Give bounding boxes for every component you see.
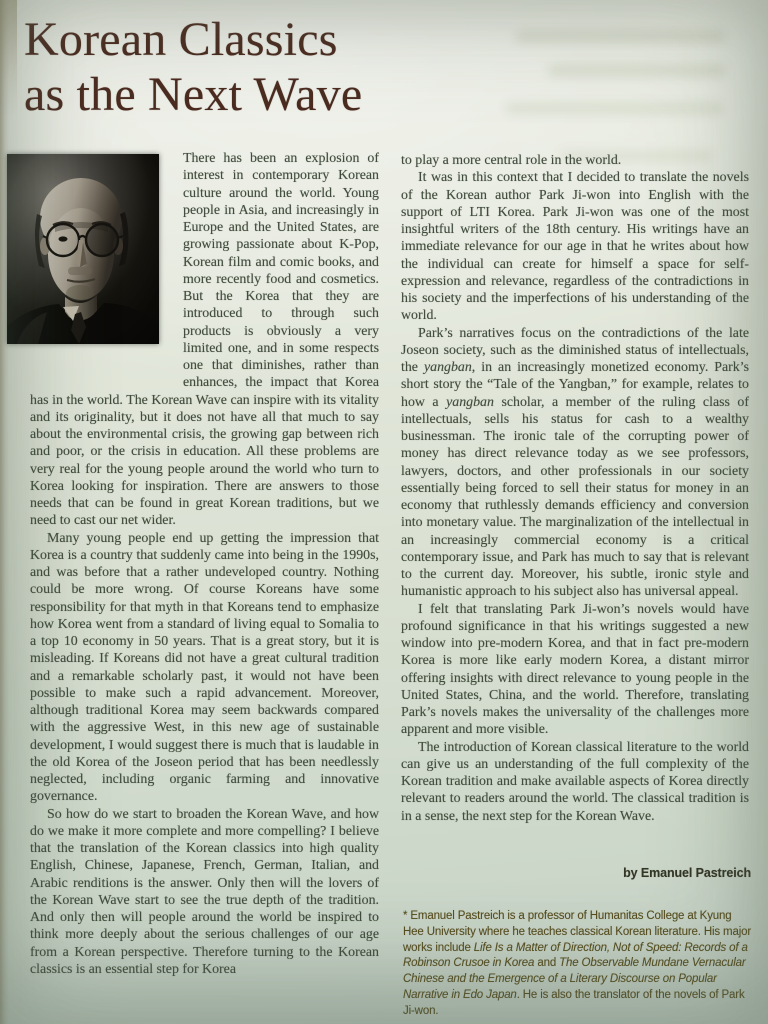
paragraph-8: The introduction of Korean classical literature to the world can give us an understanding of the full complexity of the Korean tradition and make available aspects of Korea directly relevant to readers around the world. The classical tradition is in a sense, the next step for the Korean Wave.	[401, 739, 749, 824]
book-title-italic: Life Is a Matter of Direction, Not of Speed: Records of a Robinson Crusoe in Korea	[403, 941, 748, 970]
footnote-text: * Emanuel Pastreich is a professor of Humanitas College at Kyung Hee University where he teaches classical Korean literature. His major works include	[403, 910, 752, 954]
italic-term-yangban: yangban	[423, 360, 472, 375]
paragraph-6-text: , in an increasingly monetized economy. Park’s short story the “Tale of the Yangban,” for example, relates to how a	[401, 360, 749, 410]
footnote-text: and	[534, 957, 560, 970]
title-line-1: Korean Classics	[24, 13, 338, 66]
byline: by Emanuel Pastreich	[623, 866, 751, 880]
book-title-italic: The Observable Mundane Vernacular Chinese and the Emergence of a Literary Discourse on Popular Narrative in Edo Japan	[403, 957, 746, 1001]
paragraph-3: So how do we start to broaden the Korean Wave, and how do we make it more complete and more compelling? I believe that the translation of the Korean classics into high quality English, Chinese, Japanese, French, German, Italian, and Arabic renditions is the answer. Only then will the lovers of the Korean Wave start to see the true depth of the tradition. And only then will people around the world be inspired to think more deeply about the serious challenges of our age from a Korean perspective. Therefore turning to the Korean classics is an essential step for Korea	[30, 806, 379, 977]
page-title	[24, 12, 362, 122]
showthrough-ghost-line	[515, 30, 725, 43]
showthrough-ghost-line	[505, 102, 723, 115]
photo-wrap-spacer	[30, 150, 183, 379]
paragraph-4: to play a more central role in the world.	[401, 153, 622, 168]
article-column-left	[30, 150, 379, 978]
author-footnote	[403, 909, 755, 1020]
paragraph-7: I felt that translating Park Ji-won’s novels would have profound significance in that his writings suggested a new window into pre-modern Korea, and that in fact pre-modern Korea is more like early modern Korea, a distant mirror offering insights with direct relevance to young people in the United States, China, and the world. Therefore, translating Park’s novels makes the universality of the challenges more apparent and more visible.	[401, 601, 749, 738]
page-corner-texture	[0, 0, 17, 115]
article-column-right	[401, 152, 749, 825]
title-line-2: as the Next Wave	[24, 68, 363, 121]
paragraph-2: Many young people end up getting the impression that Korea is a country that suddenly came into being in the 1990s, and was before that a rather undeveloped country. Nothing could be more wrong. Of course Koreans have some responsibility for that myth in that Koreans tend to emphasize how Korea went from a standard of living equal to Somalia to a top 10 economy in 50 years. That is a great story, but it is misleading. If Koreans did not have a great cultural tradition and a remarkable scholarly past, it would not have been possible to make such a rapid advancement. Moreover, although traditional Korea may seem backwards compared with the aggressive West, in this new age of sustainable development, I would suggest there is much that is laudable in the old Korea of the Joseon period that has been needlessly neglected, including organic farming and innovative governance.	[30, 530, 379, 805]
paragraph-5: It was in this context that I decided to translate the novels of the Korean author Park Ji-won into English with the support of LTI Korea. Park Ji-won was one of the most insightful writers of the 18th century. His writings have an immediate relevance for our age in that he writes about how the individual can create for himself a space for self-expression and relevance, regardless of the contradictions in his society and the imperfections of his understanding of the world.	[401, 170, 749, 324]
italic-term-yangban: yangban	[446, 394, 494, 410]
footnote-text: . He is also the translator of the novels of Park Ji-won.	[403, 988, 745, 1017]
showthrough-ghost-line	[548, 64, 726, 77]
paragraph-6	[401, 325, 749, 601]
paragraph-1: There has been an explosion of interest in contemporary Korean culture around the world. Young people in Asia, and increasingly in Europe and the United States, are growing passionate about K-Pop, Korean film and comic books, and more recently food and cosmetics. But the Korea that they are introduced to through such products is obviously a very limited one, and in some respects one that diminishes, rather than enhances, the impact that Korea has in the world. The Korean Wave can inspire with its vitality and its originality, but it does not have all that much to say about the environmental crisis, the growing gap between rich and poor, or the crisis in education. All these problems are very real for the young people around the world who turn to Korea looking for inspiration. There are answers to those needs that can be found in great Korean traditions, but we need to cast our net wider.	[30, 151, 379, 529]
paragraph-6-text: Park’s narratives focus on the contradictions of the late Joseon society, such as the diminished status of intellectuals, the	[401, 325, 749, 375]
paragraph-6-text: scholar, a member of the ruling class of intellectuals, sells his status for cash to a wealthy businessman. The ironic tale of the corrupting power of money has direct relevance today as we see professors, lawyers, doctors, and other professionals in our society essentially being forced to sell their status for money in an economy that ruthlessly demands efficiency and conversion into monetary value. The marginalization of the intellectual in an increasingly commercial economy is a critical contemporary issue, and Park has much to say that is relevant to the current day. Moreover, his subtle, ironic style and humanistic approach to his subject also has universal appeal.	[401, 394, 749, 600]
